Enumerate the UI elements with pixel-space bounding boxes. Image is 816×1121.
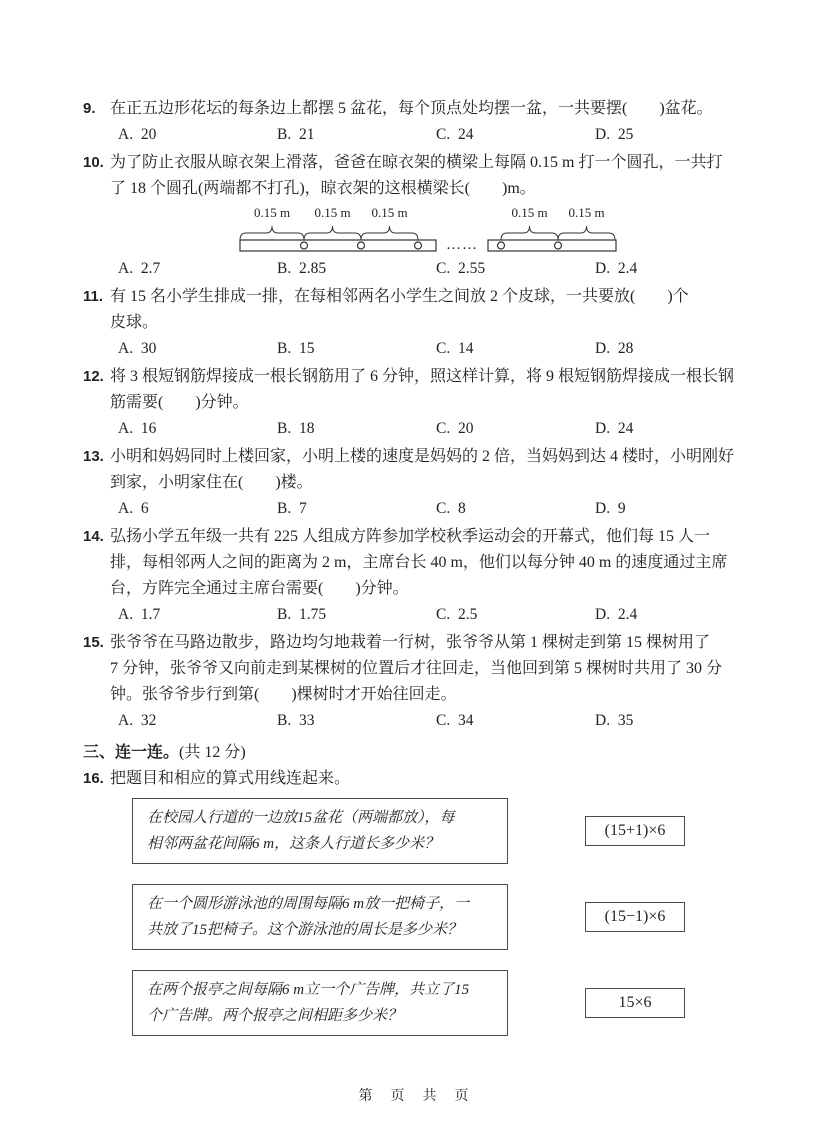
question-text-line: 在正五边形花坛的每条边上都摆 5 盆花，每个顶点处均摆一盆，一共要摆( )盆花。: [110, 100, 713, 117]
match-question-box: [132, 798, 508, 864]
dimension-label: 0.15 m: [253, 205, 291, 220]
question-number: 11.: [83, 288, 104, 305]
question-number: 10.: [83, 154, 104, 171]
question-11: [83, 284, 732, 362]
option-a: A. 1.7: [118, 606, 161, 623]
match-expression-box: (15+1)×6: [585, 816, 685, 846]
question-10: [83, 150, 732, 282]
option-b: B. 1.75: [277, 606, 327, 623]
match-pair: [132, 884, 732, 950]
match-pairs: [132, 798, 732, 1056]
answer-options: [110, 708, 732, 734]
section-heading: [83, 740, 705, 766]
answer-options: [110, 122, 732, 148]
question-text-line: 小明和妈妈同时上楼回家，小明上楼的速度是妈妈的 2 倍，当妈妈到达 4 楼时，小明刚好: [110, 448, 735, 465]
question-text-line: 排，每相邻两人之间的距离为 2 m，主席台长 40 m，他们以每分钟 40 m 的速度通过主席: [110, 554, 728, 571]
match-question-line: 在校园人行道的一边放15盆花（两端都放），每: [147, 810, 455, 826]
match-question-box: [132, 884, 508, 950]
question-number: 13.: [83, 448, 104, 465]
option-c: C. 2.55: [436, 260, 486, 277]
option-b: B. 33: [277, 712, 315, 729]
match-expression-box: (15−1)×6: [585, 902, 685, 932]
dimension-label: 0.15 m: [314, 205, 351, 220]
option-a: A. 30: [118, 340, 157, 357]
option-d: D. 25: [595, 126, 634, 143]
question-14: [83, 524, 732, 628]
question-number: 15.: [83, 634, 104, 651]
answer-options: [110, 602, 732, 628]
measure-brace: [501, 226, 558, 240]
question-text-line: 把题目和相应的算式用线连起来。: [110, 770, 351, 787]
section-score: (共 12 分): [179, 744, 246, 761]
question-number: 12.: [83, 368, 104, 385]
match-question-box: [132, 970, 508, 1036]
question-text-line: 皮球。: [110, 314, 159, 331]
option-c: C. 14: [436, 340, 474, 357]
option-d: D. 24: [595, 420, 634, 437]
question-text-line: 到家，小明家住在( )楼。: [110, 474, 313, 491]
match-question-line: 相邻两盆花间隔6 m，这条人行道长多少米？: [147, 836, 440, 852]
option-b: B. 18: [277, 420, 315, 437]
question-text-line: 张爷爷在马路边散步，路边均匀地栽着一行树，张爷爷从第 1 棵树走到第 15 棵树用了: [110, 634, 711, 651]
option-c: C. 24: [436, 126, 474, 143]
option-a: A. 16: [118, 420, 157, 437]
option-c: C. 34: [436, 712, 474, 729]
question-12: [83, 364, 735, 442]
question-text-line: 筋需要( )分钟。: [110, 394, 249, 411]
question-16: [83, 766, 732, 792]
option-a: A. 20: [118, 126, 157, 143]
option-a: A. 2.7: [118, 260, 161, 277]
measure-brace: [558, 226, 615, 240]
option-a: A. 32: [118, 712, 157, 729]
option-c: C. 8: [436, 500, 466, 517]
option-d: D. 2.4: [595, 606, 638, 623]
option-b: B. 15: [277, 340, 315, 357]
question-text-line: 弘扬小学五年级一共有 225 人组成方阵参加学校秋季运动会的开幕式，他们每 15 人一: [110, 528, 711, 545]
question-text-line: 7 分钟，张爷爷又向前走到某棵树的位置后才往回走，当他回到第 5 棵树时共用了 30 分: [110, 660, 723, 677]
option-d: D. 35: [595, 712, 634, 729]
page-footer: 第 页 共 页: [358, 1089, 471, 1104]
beam-bar-right: [488, 240, 616, 251]
hole: [415, 242, 422, 249]
question-text-line: 台，方阵完全通过主席台需要( )分钟。: [110, 580, 409, 597]
question-9: [83, 96, 732, 148]
answer-options: [110, 336, 732, 362]
option-a: A. 6: [118, 500, 149, 517]
question-text-line: 将 3 根短钢筋焊接成一根长钢筋用了 6 分钟，照这样计算，将 9 根短钢筋焊接成一根长钢: [110, 368, 735, 385]
match-pair: [132, 798, 732, 864]
option-d: D. 28: [595, 340, 634, 357]
dimension-label: 0.15 m: [371, 205, 408, 220]
question-text-line: 有 15 名小学生排成一排，在每相邻两名小学生之间放 2 个皮球，一共要放( )个: [110, 288, 689, 305]
match-question-line: 在一个圆形游泳池的周围每隔6 m放一把椅子，一: [147, 896, 470, 912]
clothes-rack-diagram: [238, 205, 618, 253]
answer-options: [110, 496, 732, 522]
match-question-line: 个广告牌。两个报亭之间相距多少米？: [147, 1008, 403, 1024]
match-pair: [132, 970, 732, 1036]
match-expression-box: 15×6: [585, 988, 685, 1018]
question-number: 14.: [83, 528, 104, 545]
hole: [301, 242, 308, 249]
question-text-line: 钟。张爷爷步行到第( )棵树时才开始往回走。: [110, 686, 457, 703]
question-text-line: 了 18 个圆孔(两端都不打孔)，晾衣架的这根横梁长( )m。: [110, 180, 536, 197]
measure-brace: [304, 226, 361, 240]
question-13: [83, 444, 735, 522]
option-b: B. 7: [277, 500, 307, 517]
ellipsis-dots: ……: [446, 237, 478, 253]
hole: [555, 242, 562, 249]
measure-brace: [240, 226, 304, 240]
answer-options: [110, 256, 732, 282]
hole: [498, 242, 505, 249]
beam-bar-left: [240, 240, 436, 251]
question-number: 16.: [83, 770, 104, 787]
option-b: B. 2.85: [277, 260, 327, 277]
option-d: D. 2.4: [595, 260, 638, 277]
answer-options: [110, 416, 732, 442]
match-question-line: 在两个报亭之间每隔6 m立一个广告牌，共立了15: [147, 982, 470, 998]
section-title: 三、连一连。: [83, 744, 180, 761]
dimension-label: 0.15 m: [511, 205, 548, 220]
option-c: C. 20: [436, 420, 474, 437]
match-question-line: 共放了15把椅子。这个游泳池的周长是多少米？: [147, 922, 463, 938]
question-number: 9.: [83, 100, 96, 117]
option-b: B. 21: [277, 126, 315, 143]
dimension-label: 0.15 m: [568, 205, 605, 220]
hole: [358, 242, 365, 249]
question-15: [83, 630, 732, 734]
measure-brace: [361, 226, 418, 240]
question-text-line: 为了防止衣服从晾衣架上滑落，爸爸在晾衣架的横梁上每隔 0.15 m 打一个圆孔，一共打: [110, 154, 723, 171]
option-c: C. 2.5: [436, 606, 478, 623]
option-d: D. 9: [595, 500, 626, 517]
